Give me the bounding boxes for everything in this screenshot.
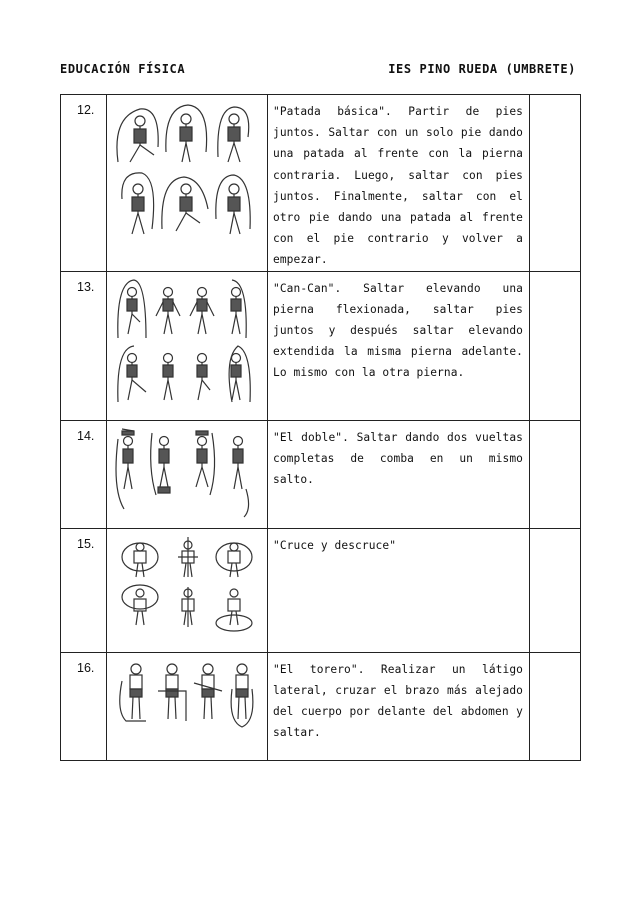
exercise-illustration-cell bbox=[107, 420, 268, 528]
exercise-row bbox=[61, 528, 581, 652]
jumper-figure bbox=[197, 353, 210, 400]
jumper-figure bbox=[231, 664, 253, 727]
el-torero-illustration bbox=[112, 657, 262, 737]
el-doble-illustration bbox=[112, 425, 262, 521]
jumper-figure bbox=[166, 105, 207, 162]
exercise-description: "Can-Can". Saltar elevando una pierna flexionada, saltar pies juntos y después saltar elevando extendida la misma pierna adelante. Lo mismo con la otra pierna. bbox=[268, 271, 530, 420]
jumper-figure bbox=[194, 664, 222, 719]
jumper-figure bbox=[163, 353, 173, 400]
exercise-description: "El doble". Saltar dando dos vueltas completas de comba en un mismo salto. bbox=[268, 420, 530, 528]
patada-basica-illustration bbox=[112, 99, 262, 249]
jumper-figure bbox=[216, 589, 252, 631]
jumper-figure bbox=[190, 287, 214, 334]
exercise-illustration-cell bbox=[107, 271, 268, 420]
jumper-figure bbox=[122, 585, 158, 625]
exercise-illustration-cell bbox=[107, 652, 268, 760]
jumper-figure bbox=[116, 429, 134, 509]
empty-cell bbox=[530, 420, 581, 528]
jumper-figure bbox=[196, 431, 215, 495]
jumper-figure bbox=[117, 109, 158, 162]
exercise-number: 13. bbox=[61, 271, 107, 420]
jumper-figure bbox=[118, 280, 146, 338]
exercise-illustration-cell bbox=[107, 95, 268, 272]
jumper-figure bbox=[218, 107, 249, 162]
exercise-row bbox=[61, 271, 581, 420]
empty-cell bbox=[530, 528, 581, 652]
jumper-figure bbox=[216, 543, 252, 577]
page-header bbox=[60, 62, 576, 82]
jumper-figure bbox=[216, 175, 250, 234]
jumper-figure bbox=[162, 177, 208, 231]
exercise-description: "Cruce y descruce" bbox=[268, 528, 530, 652]
jumper-figure bbox=[122, 173, 154, 234]
jumper-figure bbox=[231, 280, 246, 338]
school-name: IES PINO RUEDA (UMBRETE) bbox=[388, 62, 576, 76]
exercise-row bbox=[61, 420, 581, 528]
exercise-description: "El torero". Realizar un látigo lateral, cruzar el brazo más alejado del cuerpo por delante del abdomen y saltar. bbox=[268, 652, 530, 760]
exercise-number: 16. bbox=[61, 652, 107, 760]
exercise-number: 15. bbox=[61, 528, 107, 652]
exercise-table bbox=[60, 94, 581, 761]
jumper-figure bbox=[120, 664, 146, 721]
exercise-description: "Patada básica". Partir de pies juntos. Saltar con un solo pie dando una patada al frente con la pierna contraria. Luego, saltar con pies juntos. Finalmente, saltar con el otro pie dando una patada al frente con el pie contrario y volver a empezar. bbox=[268, 95, 530, 272]
jumper-figure bbox=[151, 433, 170, 495]
empty-cell bbox=[530, 95, 581, 272]
jumper-figure bbox=[182, 587, 194, 627]
jumper-figure bbox=[229, 346, 250, 402]
jumper-figure bbox=[158, 664, 186, 721]
exercise-number: 14. bbox=[61, 420, 107, 528]
exercise-row bbox=[61, 652, 581, 760]
exercise-number: 12. bbox=[61, 95, 107, 272]
jumper-figure bbox=[122, 543, 158, 577]
exercise-row bbox=[61, 95, 581, 272]
subject-title: EDUCACIÓN FÍSICA bbox=[60, 62, 186, 76]
jumper-figure bbox=[156, 287, 180, 334]
jumper-figure bbox=[118, 346, 146, 402]
empty-cell bbox=[530, 271, 581, 420]
can-can-illustration bbox=[112, 276, 262, 411]
jumper-figure bbox=[233, 436, 249, 517]
jumper-figure bbox=[178, 537, 198, 577]
exercise-illustration-cell bbox=[107, 528, 268, 652]
empty-cell bbox=[530, 652, 581, 760]
cruce-descruce-illustration bbox=[112, 533, 262, 633]
